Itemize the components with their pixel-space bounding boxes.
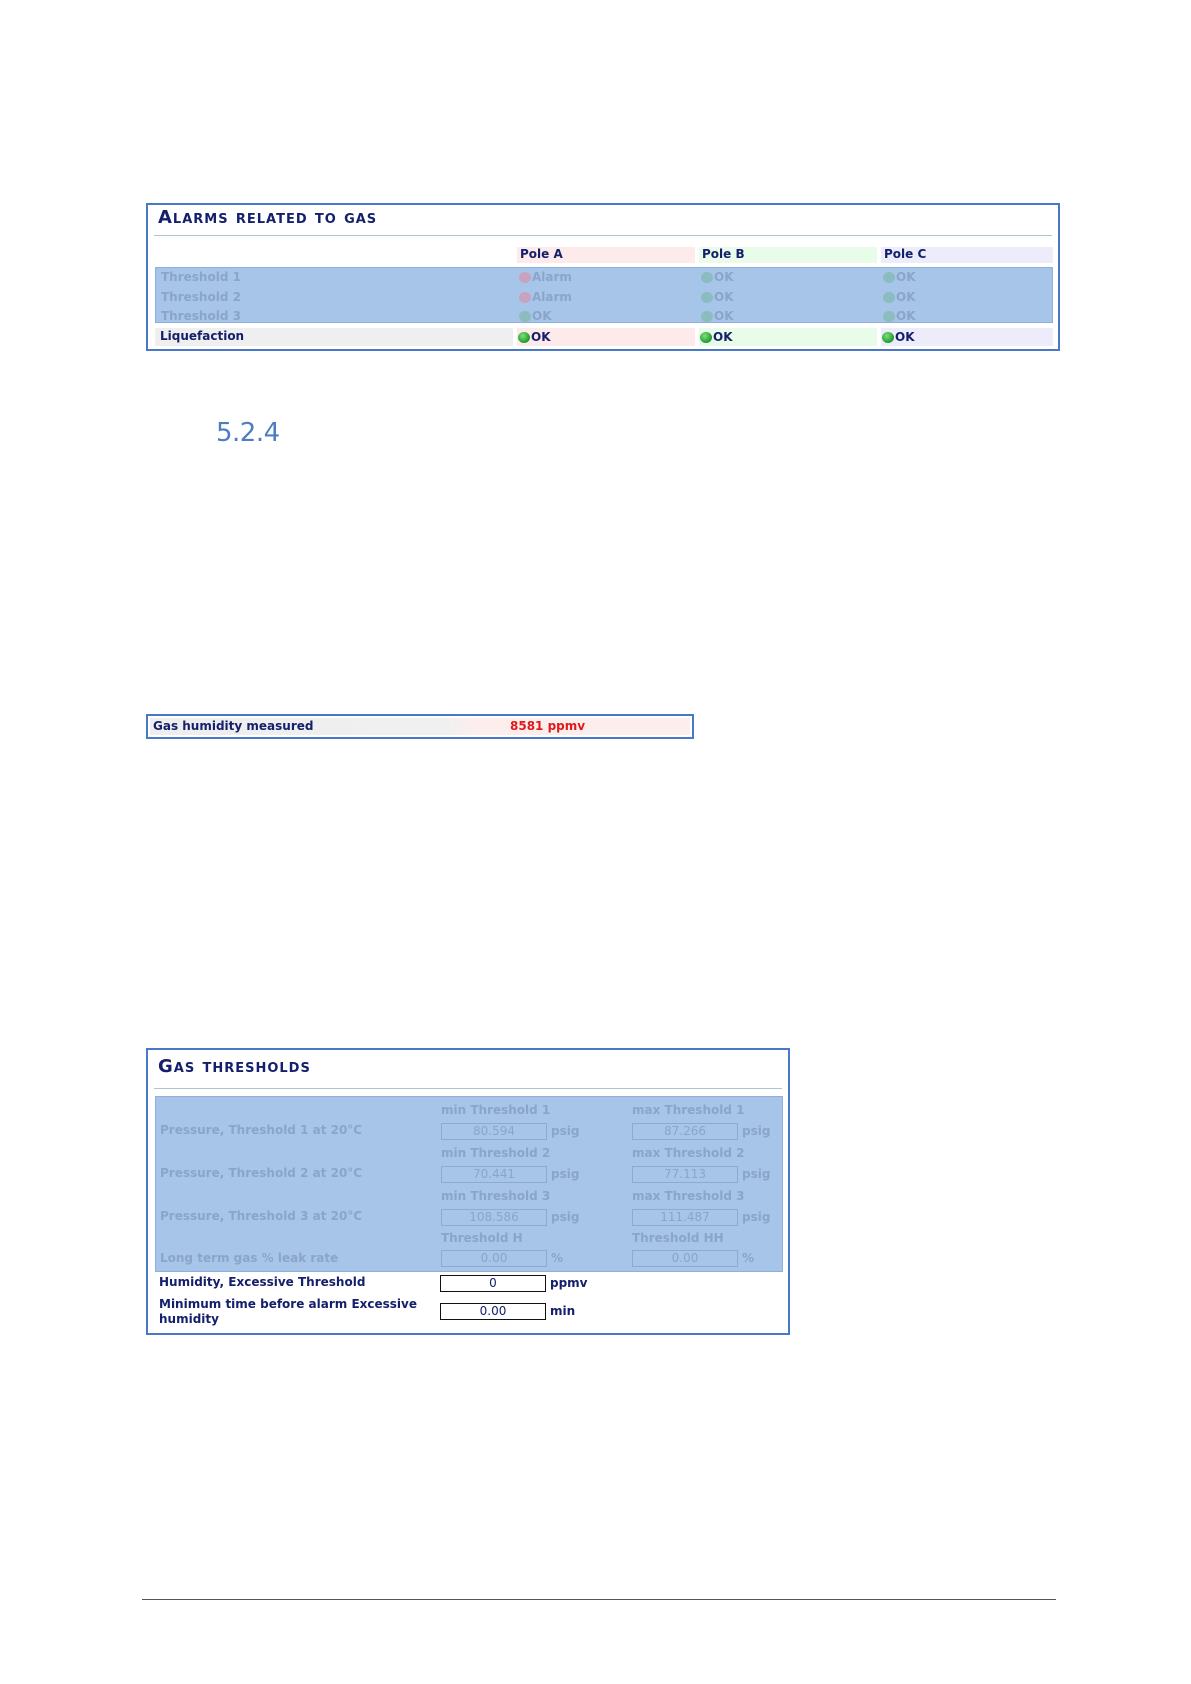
- min-threshold-1-input[interactable]: 80.594: [441, 1123, 547, 1140]
- max-threshold-1-unit: psig: [742, 1124, 771, 1138]
- max-threshold-3-label: max Threshold 3: [632, 1189, 745, 1203]
- humidity-threshold-label: Humidity, Excessive Threshold: [159, 1275, 366, 1289]
- status-liq-pole-a: OK: [518, 330, 551, 344]
- min-threshold-3-unit: psig: [551, 1210, 580, 1224]
- min-threshold-3-input[interactable]: 108.586: [441, 1209, 547, 1226]
- max-threshold-3-input[interactable]: 111.487: [632, 1209, 738, 1226]
- max-threshold-1-input[interactable]: 87.266: [632, 1123, 738, 1140]
- status-dot-icon: [519, 292, 531, 303]
- title-divider: [154, 1088, 782, 1089]
- status-dot-icon: [518, 332, 530, 343]
- pressure-threshold-3-label: Pressure, Threshold 3 at 20°C: [160, 1209, 363, 1223]
- humidity-measured-label: Gas humidity measured: [153, 719, 314, 733]
- status-liq-pole-c: OK: [882, 330, 915, 344]
- min-threshold-2-unit: psig: [551, 1167, 580, 1181]
- status-liq-pole-b: OK: [700, 330, 733, 344]
- status-dot-icon: [883, 292, 895, 303]
- threshold-settings-block: [155, 1096, 783, 1272]
- status-dot-icon: [519, 311, 531, 322]
- row-label-threshold-1: Threshold 1: [161, 270, 241, 284]
- min-threshold-3-label: min Threshold 3: [441, 1189, 551, 1203]
- status-dot-icon: [883, 311, 895, 322]
- min-time-input[interactable]: 0.00: [440, 1303, 546, 1320]
- col-header-pole-b: Pole B: [699, 247, 877, 263]
- status-dot-icon: [701, 311, 713, 322]
- status-t2-pole-b: OK: [701, 290, 734, 304]
- max-threshold-3-unit: psig: [742, 1210, 771, 1224]
- status-dot-icon: [701, 272, 713, 283]
- min-threshold-1-unit: psig: [551, 1124, 580, 1138]
- threshold-h-unit: %: [551, 1251, 564, 1265]
- threshold-hh-label: Threshold HH: [632, 1231, 724, 1245]
- humidity-threshold-input[interactable]: 0: [440, 1275, 546, 1292]
- max-threshold-2-unit: psig: [742, 1167, 771, 1181]
- status-t3-pole-a: OK: [519, 309, 552, 323]
- pressure-threshold-2-label: Pressure, Threshold 2 at 20°C: [160, 1166, 363, 1180]
- row-label-liquefaction: Liquefaction: [160, 329, 245, 343]
- max-threshold-2-input[interactable]: 77.113: [632, 1166, 738, 1183]
- alarms-title: Alarms related to gas: [158, 207, 378, 228]
- status-dot-icon: [700, 332, 712, 343]
- min-time-label-line2: humidity: [159, 1312, 219, 1326]
- threshold-h-input[interactable]: 0.00: [441, 1250, 547, 1267]
- leak-rate-label: Long term gas % leak rate: [160, 1251, 339, 1265]
- threshold-rows-block: [155, 267, 1053, 323]
- threshold-hh-unit: %: [742, 1251, 755, 1265]
- status-t2-pole-a: Alarm: [519, 290, 572, 304]
- section-number: 5.2.4: [216, 418, 280, 448]
- liquefaction-row: [155, 328, 1053, 346]
- col-header-pole-a: Pole A: [517, 247, 695, 263]
- status-dot-icon: [519, 272, 531, 283]
- status-t3-pole-b: OK: [701, 309, 734, 323]
- min-time-label-line1: Minimum time before alarm Excessive: [159, 1297, 417, 1311]
- thresholds-title: Gas thresholds: [158, 1056, 311, 1077]
- pressure-threshold-1-label: Pressure, Threshold 1 at 20°C: [160, 1123, 363, 1137]
- col-header-pole-c: Pole C: [881, 247, 1053, 263]
- alarms-panel: [146, 203, 1060, 351]
- min-threshold-2-label: min Threshold 2: [441, 1146, 551, 1160]
- status-t1-pole-b: OK: [701, 270, 734, 284]
- status-dot-icon: [883, 272, 895, 283]
- gas-thresholds-panel: [146, 1048, 790, 1335]
- title-divider: [154, 235, 1052, 236]
- max-threshold-1-label: max Threshold 1: [632, 1103, 745, 1117]
- humidity-measured-panel: [146, 714, 694, 739]
- status-t1-pole-a: Alarm: [519, 270, 572, 284]
- threshold-hh-input[interactable]: 0.00: [632, 1250, 738, 1267]
- row-label-threshold-2: Threshold 2: [161, 290, 241, 304]
- threshold-h-label: Threshold H: [441, 1231, 523, 1245]
- humidity-threshold-unit: ppmv: [550, 1276, 588, 1290]
- humidity-measured-value: 8581 ppmv: [510, 719, 586, 733]
- row-label-threshold-3: Threshold 3: [161, 309, 241, 323]
- status-dot-icon: [701, 292, 713, 303]
- footer-divider: [142, 1599, 1056, 1600]
- max-threshold-2-label: max Threshold 2: [632, 1146, 745, 1160]
- min-time-unit: min: [550, 1304, 576, 1318]
- min-threshold-1-label: min Threshold 1: [441, 1103, 551, 1117]
- min-threshold-2-input[interactable]: 70.441: [441, 1166, 547, 1183]
- status-dot-icon: [882, 332, 894, 343]
- status-t3-pole-c: OK: [883, 309, 916, 323]
- status-t2-pole-c: OK: [883, 290, 916, 304]
- status-t1-pole-c: OK: [883, 270, 916, 284]
